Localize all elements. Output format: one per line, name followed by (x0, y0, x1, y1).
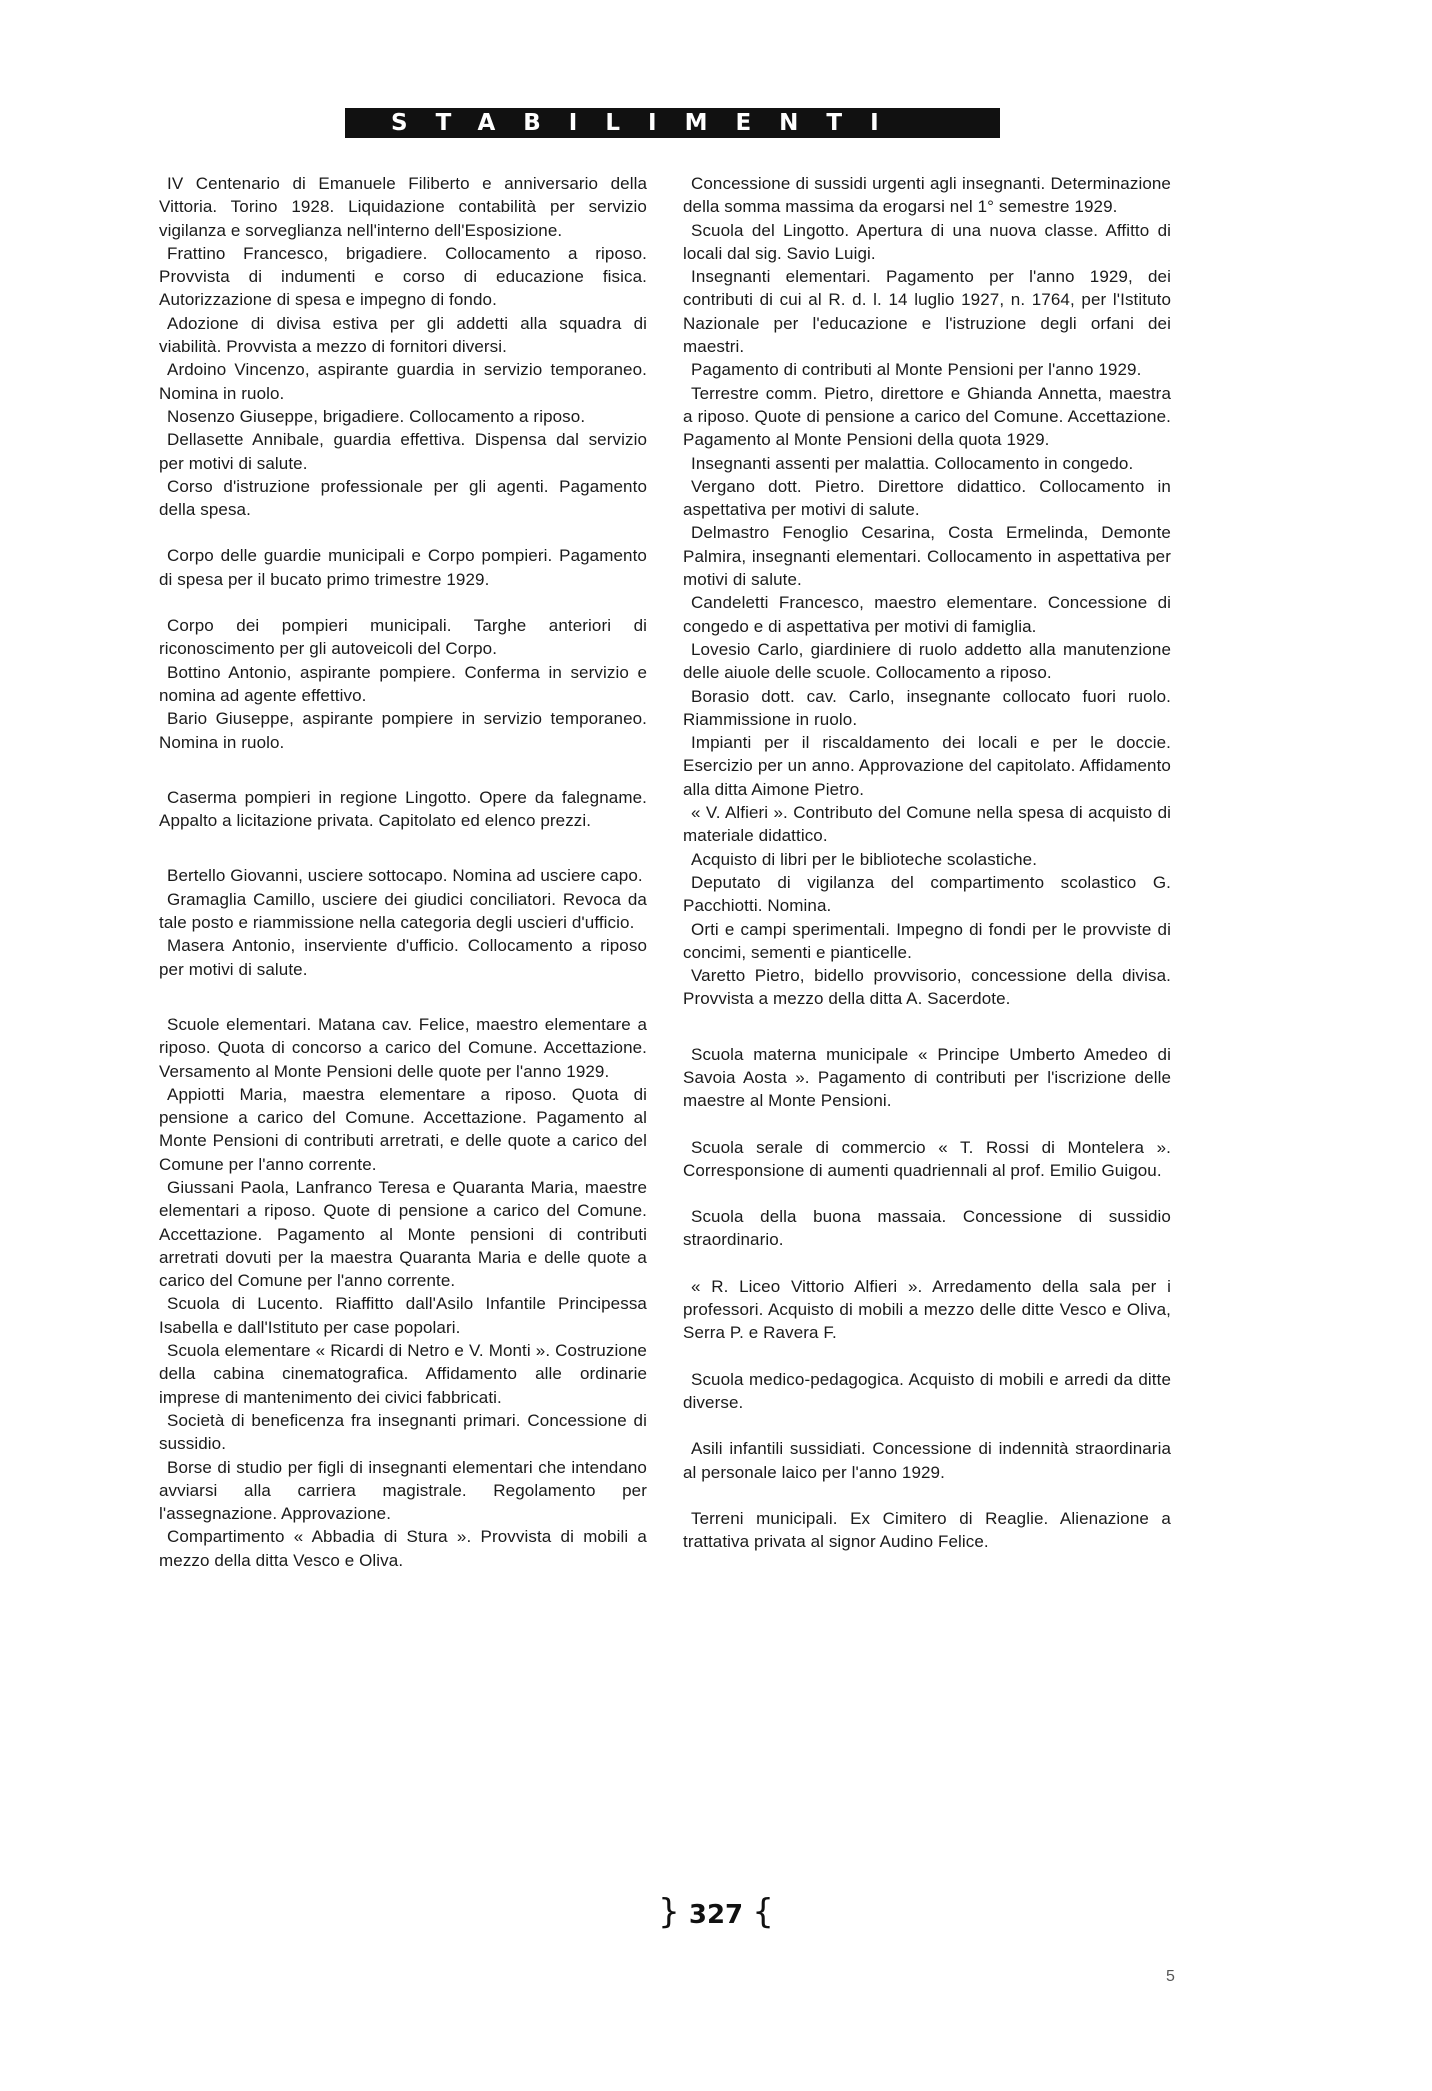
paragraph: Vergano dott. Pietro. Direttore didattico. Collocamento in aspettativa per motivi di salute. (683, 476, 1171, 520)
paragraph: Acquisto di libri per le biblioteche scolastiche. (691, 849, 1038, 869)
paragraph: Bario Giuseppe, aspirante pompiere in servizio temporaneo. Nomina in ruolo. (159, 709, 647, 752)
paragraph: Orti e campi sperimentali. Impegno di fondi per le provviste di concimi, sementi e pianticelle. (683, 919, 1171, 962)
paragraph: Terreni municipali. Ex Cimitero di Reaglie. Alienazione a trattativa privata al signor Audino Felice. (683, 1508, 1171, 1552)
paragraph: Scuola elementare « Ricardi di Netro e V. Monti ». Costruzione della cabina cinematografica. Affidamento alle ordinarie imprese di mantenimento dei civici fabbricati. (159, 1341, 647, 1407)
paragraph: « V. Alfieri ». Contributo del Comune nella spesa di acquisto di materiale didattico. (683, 803, 1171, 846)
left-ornament: } (658, 1892, 680, 1932)
paragraph: Insegnanti elementari. Pagamento per l'anno 1929, dei contributi di cui al R. d. l. 14 luglio 1927, n. 1764, per l'Istituto Nazionale per l'educazione e l'istruzione degli orfani dei maestri. (683, 267, 1171, 357)
paragraph: Varetto Pietro, bidello provvisorio, concessione della divisa. Provvista a mezzo della ditta A. Sacerdote. (683, 966, 1171, 1009)
paragraph: Insegnanti assenti per malattia. Collocamento in congedo. (691, 453, 1134, 473)
page-number (0, 1892, 1432, 1932)
paragraph: Frattino Francesco, brigadiere. Collocamento a riposo. Provvista di indumenti e corso di educazione fisica. Autorizzazione di spesa e impegno di fondo. (159, 243, 647, 310)
paragraph: Corpo dei pompieri municipali. Targhe anteriori di riconoscimento per gli autoveicoli del Corpo. (159, 616, 647, 659)
paragraph: Scuola medico-pedagogica. Acquisto di mobili e arredi da ditte diverse. (683, 1369, 1171, 1412)
paragraph: Bertello Giovanni, usciere sottocapo. Nomina ad usciere capo. (167, 866, 643, 886)
paragraph: Gramaglia Camillo, usciere dei giudici conciliatori. Revoca da tale posto e riammissione nella categoria degli uscieri d'ufficio. (159, 889, 647, 933)
paragraph: Terrestre comm. Pietro, direttore e Ghianda Annetta, maestra a riposo. Quote di pensione a carico del Comune. Accettazione. Pagamento al Monte Pensioni della quota 1929. (683, 383, 1171, 450)
paragraph: Adozione di divisa estiva per gli addetti alla squadra di viabilità. Provvista a mezzo di fornitori diversi. (159, 313, 647, 357)
paragraph: Delmastro Fenoglio Cesarina, Costa Ermelinda, Demonte Palmira, insegnanti elementari. Collocamento in aspettativa per motivi di salute. (683, 523, 1171, 590)
paragraph: Corso d'istruzione professionale per gli agenti. Pagamento della spesa. (159, 476, 647, 520)
paragraph: Deputato di vigilanza del compartimento scolastico G. Pacchiotti. Nomina. (683, 872, 1171, 916)
paragraph: Scuola materna municipale « Principe Umberto Amedeo di Savoia Aosta ». Pagamento di contributi per l'iscrizione delle maestre al Monte Pensioni. (683, 1044, 1171, 1111)
right-ornament: { (752, 1892, 774, 1932)
header-banner (345, 108, 1000, 138)
paragraph: Masera Antonio, inserviente d'ufficio. Collocamento a riposo per motivi di salute. (159, 936, 647, 979)
paragraph: Compartimento « Abbadia di Stura ». Provvista di mobili a mezzo della ditta Vesco e Oliva. (159, 1527, 647, 1570)
corner-mark: 5 (1166, 1968, 1175, 1985)
page-number-text: 327 (688, 1900, 744, 1930)
paragraph: Scuola della buona massaia. Concessione di sussidio straordinario. (683, 1207, 1171, 1250)
paragraph: « R. Liceo Vittorio Alfieri ». Arredamento della sala per i professori. Acquisto di mobili a mezzo delle ditte Vesco e Oliva, Serra P. e Ravera F. (683, 1276, 1171, 1343)
paragraph: Giussani Paola, Lanfranco Teresa e Quaranta Maria, maestre elementari a riposo. Quote di pensione a carico del Comune. Accettazione. Pagamento al Monte pensioni di contributi arretrati dovuti per la maestra Quaranta Maria e delle quote a carico del Comune per l'anno corrente. (159, 1177, 647, 1291)
paragraph: Asili infantili sussidiati. Concessione di indennità straordinaria al personale laico per l'anno 1929. (683, 1439, 1171, 1482)
paragraph: IV Centenario di Emanuele Filiberto e anniversario della Vittoria. Torino 1928. Liquidazione contabilità per servizio vigilanza e sorveglianza nell'interno dell'Esposizione. (159, 174, 647, 240)
paragraph: Dellasette Annibale, guardia effettiva. Dispensa dal servizio per motivi di salute. (159, 430, 647, 473)
left-column (159, 172, 647, 1572)
paragraph: Nosenzo Giuseppe, brigadiere. Collocamento a riposo. (167, 406, 586, 426)
paragraph: Scuola di Lucento. Riaffitto dall'Asilo Infantile Principessa Isabella e dall'Istituto per case popolari. (159, 1294, 647, 1337)
paragraph: Appiotti Maria, maestra elementare a riposo. Quota di pensione a carico del Comune. Accettazione. Pagamento al Monte Pensioni di contributi arretrati, e delle quote a carico del Comune per l'anno corrente. (159, 1084, 647, 1174)
paragraph: Bottino Antonio, aspirante pompiere. Conferma in servizio e nomina ad agente effettivo. (159, 662, 647, 705)
right-column (683, 172, 1171, 1553)
paragraph: Borse di studio per figli di insegnanti elementari che intendano avviarsi alla carriera magistrale. Regolamento per l'assegnazione. Approvazione. (159, 1457, 647, 1524)
paragraph: Scuola serale di commercio « T. Rossi di Montelera ». Corresponsione di aumenti quadriennali al prof. Emilio Guigou. (683, 1137, 1171, 1180)
paragraph: Pagamento di contributi al Monte Pensioni per l'anno 1929. (691, 360, 1142, 380)
header-banner-text: STABILIMENTI (391, 110, 907, 136)
paragraph: Corpo delle guardie municipali e Corpo pompieri. Pagamento di spesa per il bucato primo trimestre 1929. (159, 546, 647, 589)
paragraph: Scuole elementari. Matana cav. Felice, maestro elementare a riposo. Quota di concorso a carico del Comune. Accettazione. Versamento al Monte Pensioni delle quote per l'anno 1929. (159, 1014, 647, 1081)
paragraph: Ardoino Vincenzo, aspirante guardia in servizio temporaneo. Nomina in ruolo. (159, 360, 647, 403)
paragraph: Borasio dott. cav. Carlo, insegnante collocato fuori ruolo. Riammissione in ruolo. (683, 686, 1171, 729)
paragraph: Candeletti Francesco, maestro elementare. Concessione di congedo e di aspettativa per motivi di famiglia. (683, 593, 1171, 636)
paragraph: Lovesio Carlo, giardiniere di ruolo addetto alla manutenzione delle aiuole delle scuole. Collocamento a riposo. (683, 639, 1171, 683)
paragraph: Impianti per il riscaldamento dei locali e per le doccie. Esercizio per un anno. Approvazione del capitolato. Affidamento alla ditta Aimone Pietro. (683, 733, 1171, 799)
paragraph: Scuola del Lingotto. Apertura di una nuova classe. Affitto di locali dal sig. Savio Luigi. (683, 220, 1171, 263)
paragraph: Società di beneficenza fra insegnanti primari. Concessione di sussidio. (159, 1410, 647, 1454)
paragraph: Caserma pompieri in regione Lingotto. Opere da falegname. Appalto a licitazione privata. Capitolato ed elenco prezzi. (159, 787, 647, 831)
paragraph: Concessione di sussidi urgenti agli insegnanti. Determinazione della somma massima da erogarsi nel 1° semestre 1929. (683, 174, 1171, 217)
